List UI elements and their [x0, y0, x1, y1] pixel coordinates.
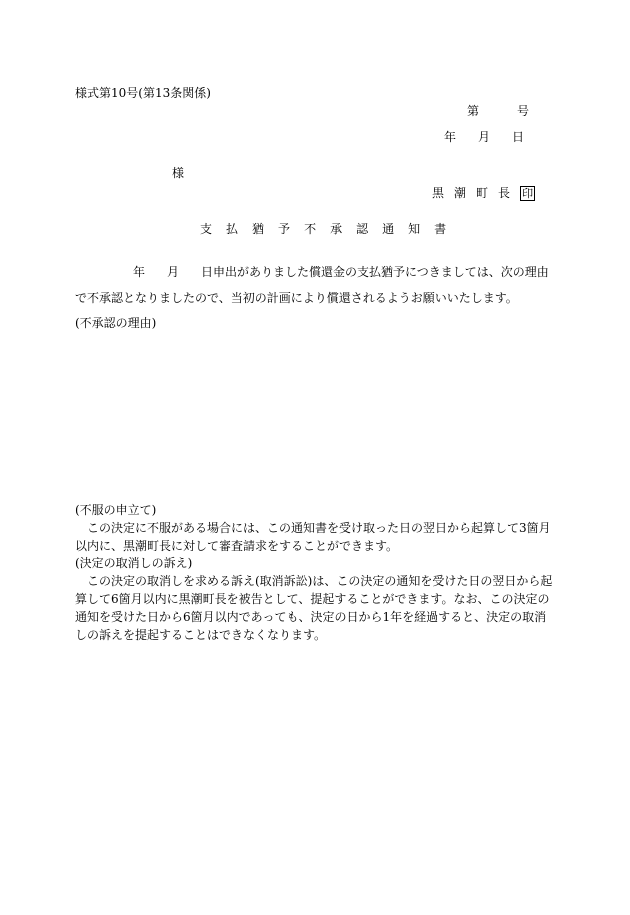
issuer-char: 潮: [454, 186, 467, 200]
addressee-honorific: 様: [172, 166, 185, 180]
date-month: 月: [478, 130, 491, 144]
body-paragraph: [75, 259, 555, 311]
reason-heading: (不承認の理由): [75, 316, 157, 330]
issue-date: [444, 131, 524, 143]
doc-number-prefix: 第: [467, 104, 480, 118]
issuer-char: 町: [476, 186, 489, 200]
body-year: 年: [133, 265, 146, 279]
title-char: 承: [330, 222, 343, 236]
body-line1-rest: 日申出がありました償還金の支払猶予につきましては、次の理由: [201, 265, 549, 279]
lawsuit-text: この決定の取消しを求める訴え(取消訴訟)は、この決定の通知を受けた日の翌日から起算して6箇月以内に黒潮町長を被告として、提起することができます。なお、この決定の通知を受けた日から6箇月以内であっても、決定の日から1年を経過すると、決定の取消しの訴えを提起することはできなくなります。: [75, 574, 553, 642]
title-char: 猶: [252, 222, 265, 236]
date-day: 日: [512, 130, 525, 144]
title-char: 認: [356, 222, 369, 236]
title-char: 予: [278, 222, 291, 236]
date-year: 年: [444, 130, 457, 144]
document-title: [200, 223, 460, 235]
objection-text: この決定に不服がある場合には、この通知書を受け取った日の翌日から起算して3箇月以内に、黒潮町長に対して審査請求をすることができます。: [75, 521, 551, 553]
issuer: [432, 186, 535, 201]
objection-heading: (不服の申立て): [75, 503, 157, 517]
doc-number-suffix: 号: [517, 104, 530, 118]
title-char: 知: [408, 222, 421, 236]
title-char: 払: [226, 222, 239, 236]
body-month: 月: [167, 265, 180, 279]
title-char: 書: [434, 222, 447, 236]
lawsuit-section: [75, 554, 555, 644]
objection-section: [75, 501, 555, 555]
title-char: 通: [382, 222, 395, 236]
title-char: 不: [304, 222, 317, 236]
seal-mark: 印: [522, 187, 534, 200]
document-number: [467, 105, 529, 117]
lawsuit-heading: (決定の取消しの訴え): [75, 556, 193, 570]
title-char: 支: [200, 222, 213, 236]
body-line2: で不承認となりましたので、当初の計画により償還されるようお願いいたします。: [75, 291, 518, 305]
issuer-char: 黒: [432, 186, 445, 200]
form-id: 様式第10号(第13条関係): [75, 86, 211, 100]
issuer-char: 長: [498, 186, 511, 200]
